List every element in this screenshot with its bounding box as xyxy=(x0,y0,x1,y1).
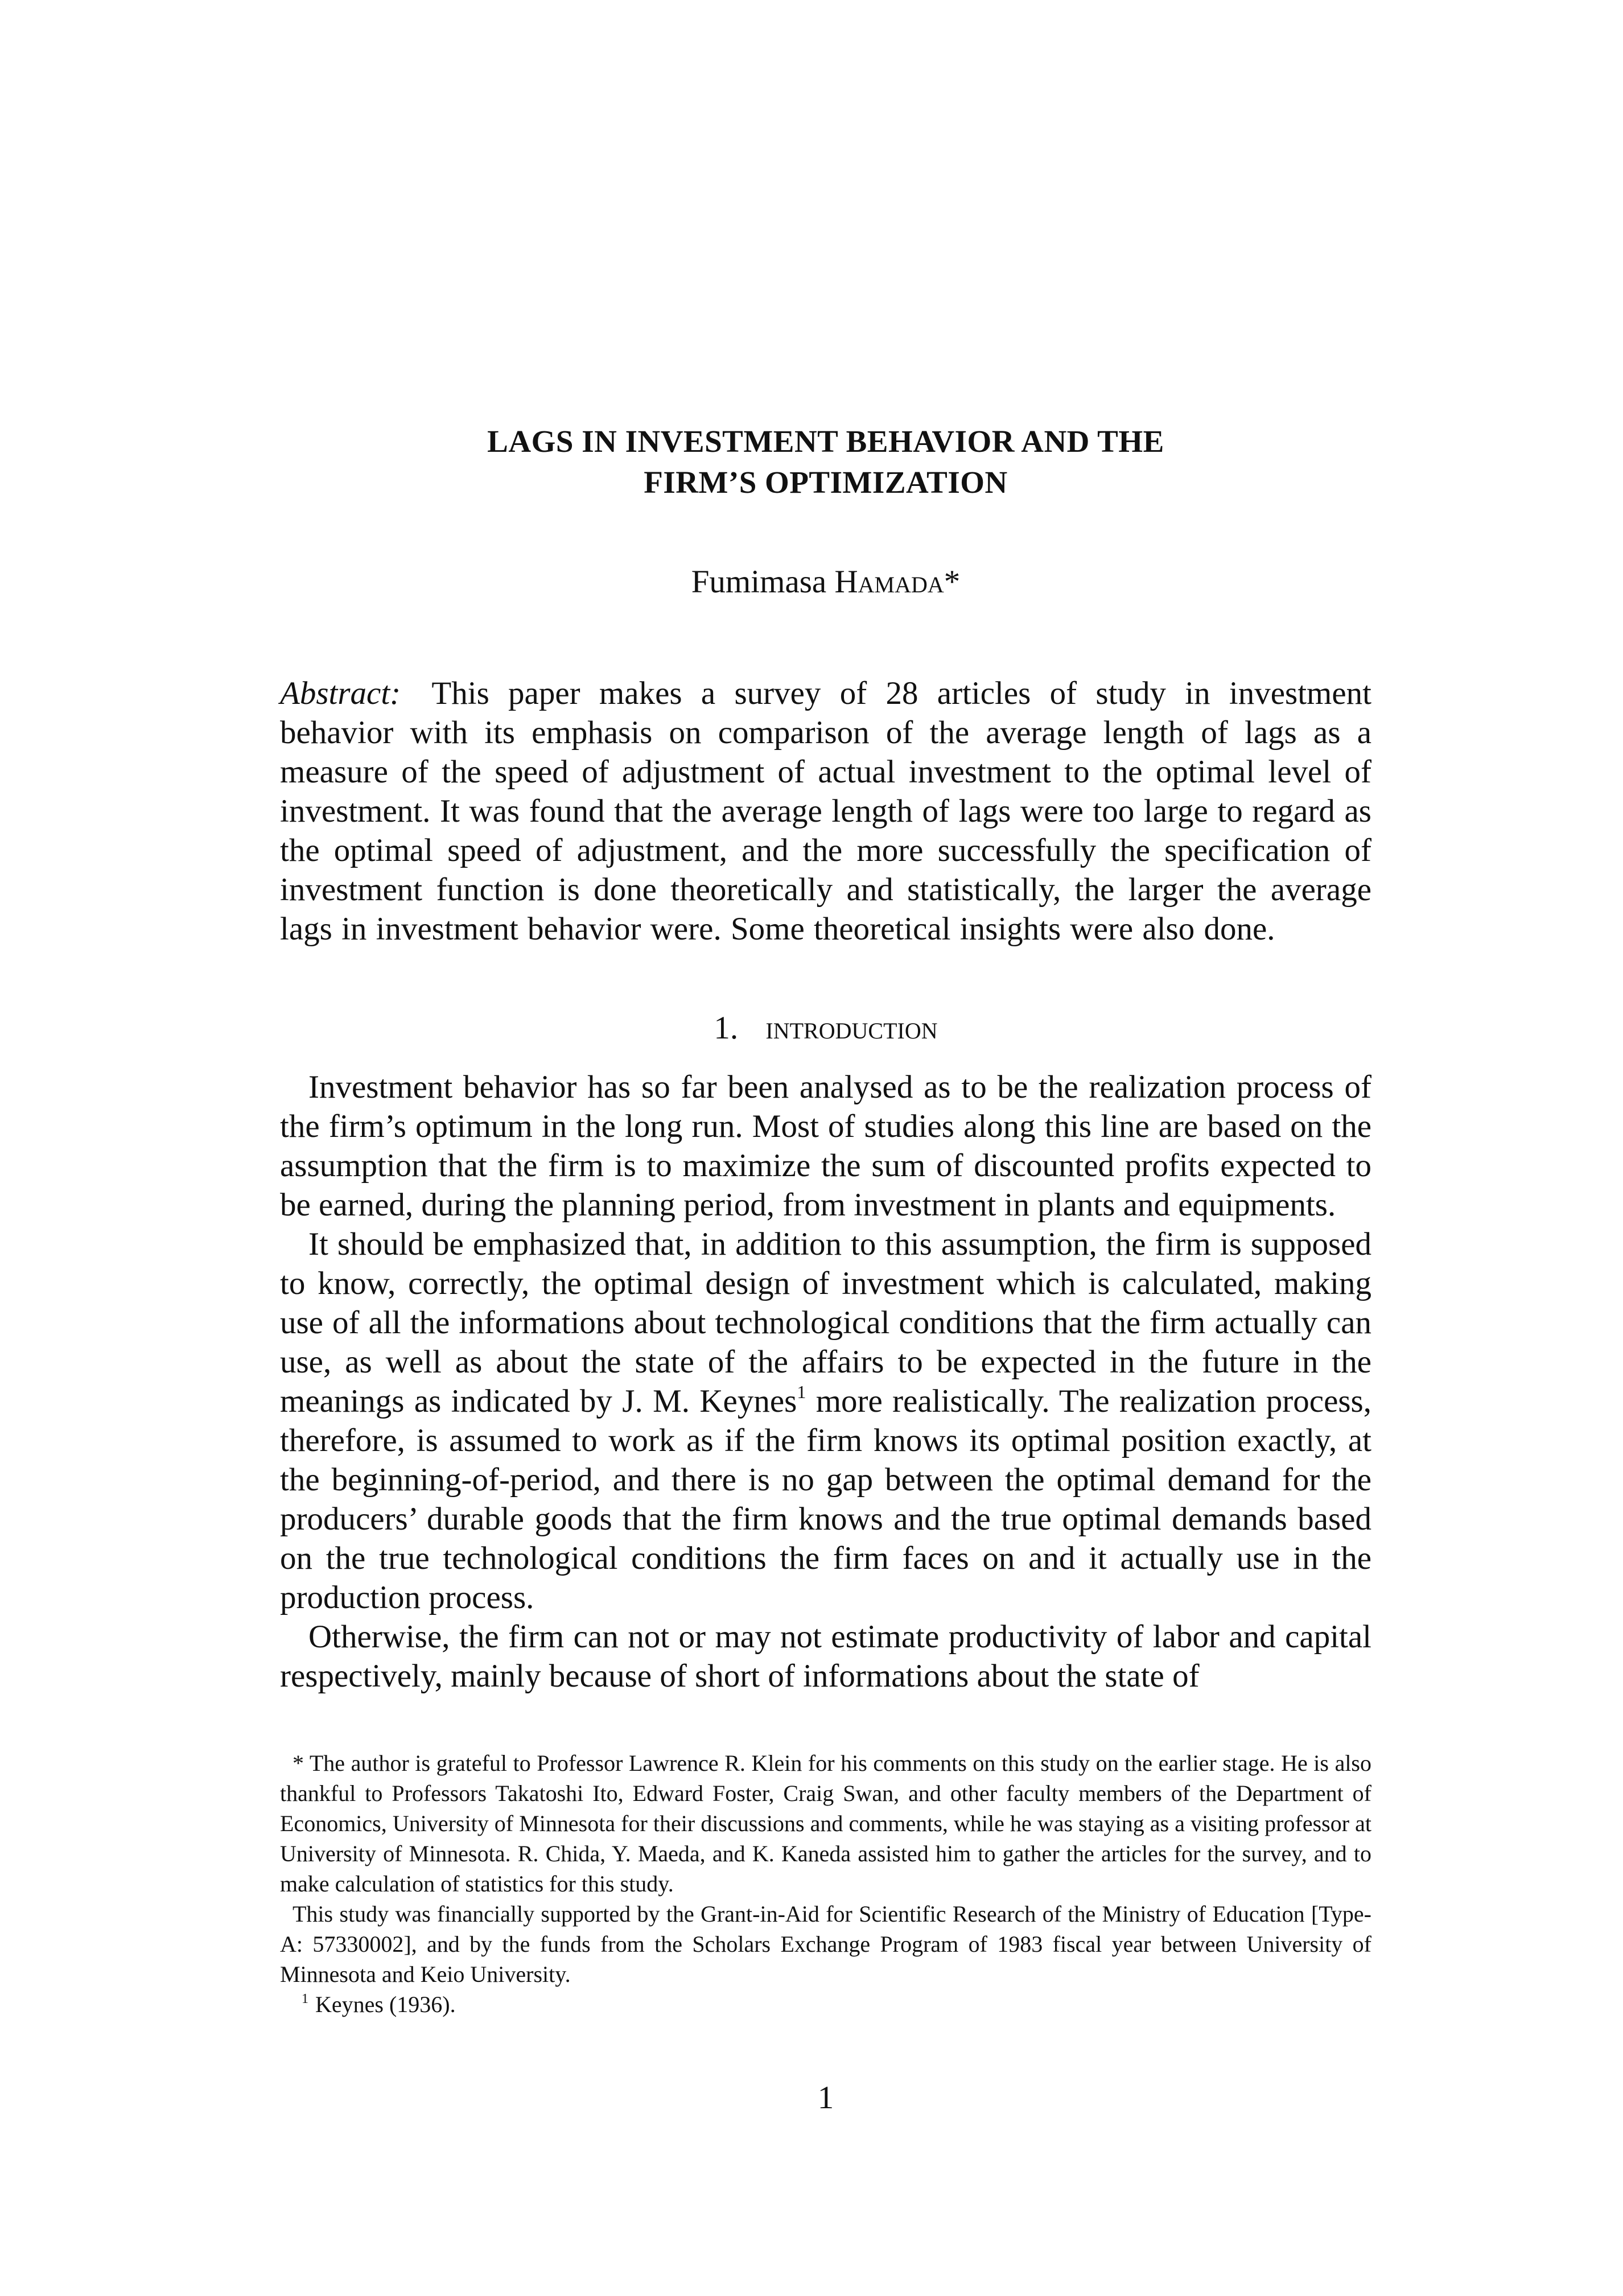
title-line-2: FIRM’S OPTIMIZATION xyxy=(644,465,1008,500)
section-number: 1. xyxy=(714,1010,739,1046)
section-title: introduction xyxy=(765,1010,938,1046)
paper-title xyxy=(280,421,1371,503)
body-paragraph-1: Investment behavior has so far been analysed as to be the realization process of the firm’s optimum in the long run. Most of studies along this line are based on the assumption that the firm is to maximize the sum of discounted profits expected to be earned, during the planning period, from investment in plants and equipments. xyxy=(280,1069,1371,1223)
paragraph-2-text-b: more realistically. The realization process, therefore, is assumed to work as if the firm knows its optimal position exactly, at the beginning-of-period, and there is no gap between the optimal demand for the producers’ durable goods that the firm knows and the true optimal demands based on the true technological conditions the firm faces on and it actually use in the production process. xyxy=(280,1383,1371,1615)
footnote-star-marker: * xyxy=(293,1750,304,1776)
author-given-name: Fumimasa xyxy=(691,564,827,600)
page-number: 1 xyxy=(817,2080,834,2116)
footnote-ref-1[interactable]: 1 xyxy=(797,1382,806,1402)
footnote-1-marker: 1 xyxy=(302,1992,308,2006)
footnote-funding: This study was financially supported by the Grant-in-Aid for Scientific Research of the Ministry of Education [Type-A: 57330002], and by the funds from the Scholars Exchange Program of 1983 fiscal year between University of Minnesota and Keio University. xyxy=(280,1901,1371,1987)
footnote-1 xyxy=(280,1989,1371,2019)
footnote-star xyxy=(280,1748,1371,1899)
footnote-1-text: Keynes (1936). xyxy=(315,1992,456,2017)
body-paragraph-3: Otherwise, the firm can not or may not estimate productivity of labor and capital respectively, mainly because of short of informations about the state of xyxy=(280,1619,1371,1694)
author-surname: Hamada xyxy=(834,564,944,600)
footnote-star-text: The author is grateful to Professor Lawrence R. Klein for his comments on this study on the earlier stage. He is also thankful to Professors Takatoshi Ito, Edward Foster, Craig Swan, and other faculty members of the Department of Economics, University of Minnesota for their discussions and comments, while he was staying as a visiting professor at University of Minnesota. R. Chida, Y. Maeda, and K. Kaneda assisted him to gather the articles for the survey, and to make calculation of statistics for this study. xyxy=(280,1750,1371,1897)
footnotes xyxy=(280,1748,1371,2019)
abstract-label: Abstract: xyxy=(280,675,401,711)
body-paragraph-2 xyxy=(280,1225,1371,1617)
paragraph-2-text-a: It should be emphasized that, in addition to this assumption, the firm is supposed to know, correctly, the optimal design of investment which is calculated, making use of all the informations about technological conditions that the firm actually can use, as well as about the state of the affairs to be expected in the future in the meanings as indicated by J. M. Keynes xyxy=(280,1226,1371,1419)
author-footnote-marker: * xyxy=(944,564,961,600)
author-line xyxy=(280,562,1371,601)
abstract-text: This paper makes a survey of 28 articles of study in investment behavior with its emphasis on comparison of the average length of lags as a measure of the speed of adjustment of actual investment to the optimal level of investment. It was found that the average length of lags were too large to regard as the optimal speed of adjustment, and the more successfully the specification of investment function is done theoretically and statistically, the larger the average lags in investment behavior were. Some theoretical insights were also done. xyxy=(280,675,1371,947)
abstract xyxy=(280,674,1371,949)
section-heading-introduction xyxy=(280,1008,1371,1048)
title-line-1: LAGS IN INVESTMENT BEHAVIOR AND THE xyxy=(487,424,1164,459)
body-text xyxy=(280,1067,1371,1696)
